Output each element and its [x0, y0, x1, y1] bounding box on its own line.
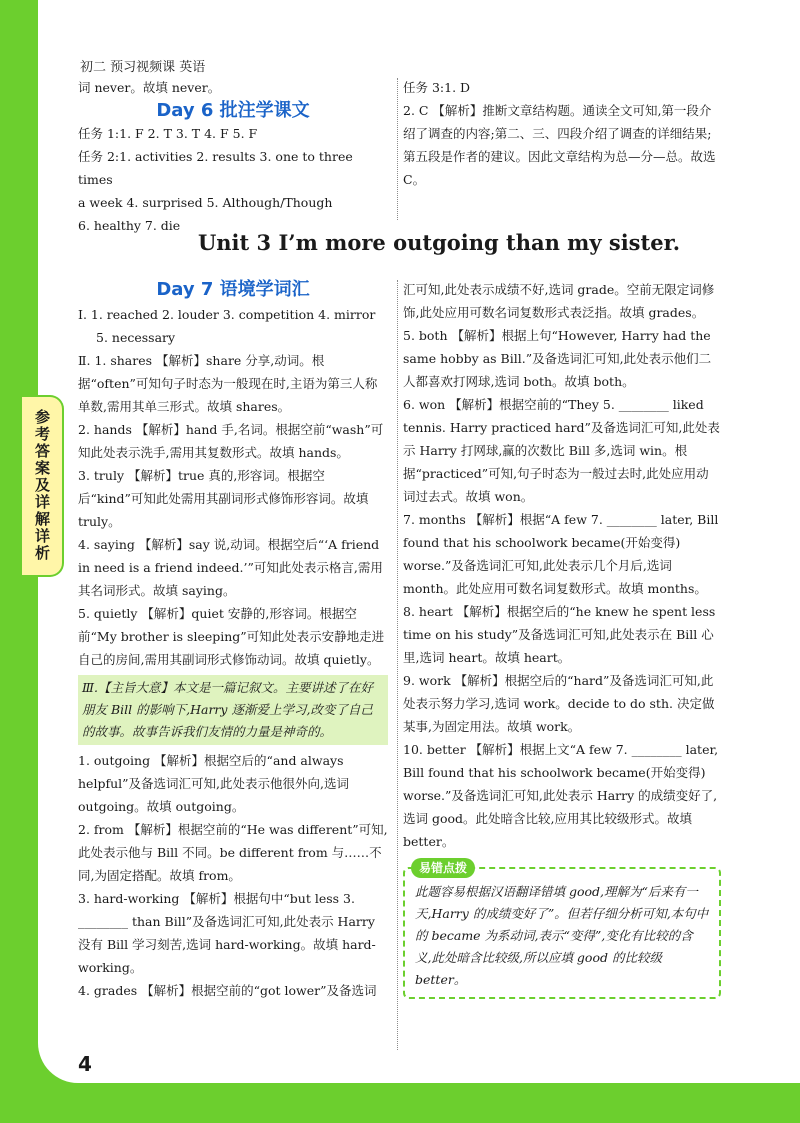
task3-line: 任务 3:1. D	[403, 80, 471, 95]
column-divider	[397, 280, 398, 1050]
unit-title: Unit 3 I’m more outgoing than my sister.	[197, 230, 681, 255]
answer-item: 汇可知,此处表示成绩不好,选词 grade。空前无限定词修饰,此处应用可数名词复数形式表泛指。故填 grades。	[403, 282, 715, 320]
answer-item: 1. outgoing 【解析】根据空后的“and always helpful”及备选词汇可知,此处表示他很外向,选词 outgoing。故填 outgoing。	[78, 753, 349, 814]
text-line: 词 never。故填 never。	[78, 80, 221, 95]
right-column	[403, 278, 721, 999]
left-column	[78, 278, 388, 1002]
answer-item: 2. hands 【解析】hand 手,名词。根据空前“wash”可知此处表示洗手,需用其复数形式。故填 hands。	[78, 422, 384, 460]
answer-item: 4. saying 【解析】say 说,动词。根据空后“‘A friend in need is a friend indeed.’”可知此处表示格言,需用其名词形式。故填 saying。	[78, 537, 383, 598]
task2-line: 6. healthy 7. die	[78, 218, 181, 233]
side-tab	[22, 395, 64, 577]
page-number: 4	[78, 1052, 92, 1076]
task1-line: 任务 1:1. F 2. T 3. T 4. F 5. F	[78, 126, 258, 141]
column-divider	[397, 78, 398, 220]
answer-item: 6. won 【解析】根据空前的“They 5. ________ liked tennis. Harry practiced hard”及备选词汇可知,此处表示 Harry 打网球,赢的次数比 Bill 多,选词 win。根据“practiced”可知,句子时态为一般过去时,此处应用动词过去式。故填 won。	[403, 397, 720, 504]
answer-item: 5. both 【解析】根据上句“However, Harry had the same hobby as Bill.”及备选词汇可知,此处表示他们二人都喜欢打网球,选词 both。故填 both。	[403, 328, 712, 389]
answer-item: 3. hard-working 【解析】根据句中“but less 3. ________ than Bill”及备选词汇可知,此处表示 Harry 没有 Bill 学习刻苦,选词 hard-working。故填 hard-working。	[78, 891, 376, 975]
answer-item: 10. better 【解析】根据上文“A few 7. ________ later, Bill found that his schoolwork became(开始变得) worse.”及备选词汇可知,此处表示 Harry 的成绩变好了,选词 good。此处暗含比较,应用其比较级形式。故填 better。	[403, 742, 719, 849]
day6-title: Day 6 批注学课文	[156, 100, 310, 121]
section1-line: 5. necessary	[96, 330, 176, 345]
task2-line: a week 4. surprised 5. Although/Though	[78, 195, 333, 210]
page-header: 初二 预习视频课 英语	[80, 60, 206, 75]
answer-item: 8. heart 【解析】根据空后的“he knew he spent less time on his study”及备选词汇可知,此处表示在 Bill 心里,选词 heart。故填 heart。	[403, 604, 716, 665]
right-top-column	[403, 76, 721, 191]
day7-title: Day 7 语境学词汇	[156, 279, 310, 300]
tip-text: 此题容易根据汉语翻译错填 good,理解为“后来有一天,Harry 的成绩变好了”。但若仔细分析可知,本句中的 became 为系动词,表示“变得”,变化有比较的含义,此处暗含比较级,所以应填 good 的比较级 better。	[415, 884, 709, 987]
tip-label: 易错点拨	[411, 858, 475, 878]
answer-item: 9. work 【解析】根据空后的“hard”及备选词汇可知,此处表示努力学习,选词 work。decide to do sth. 决定做某事,为固定用法。故填 work。	[403, 673, 715, 734]
tip-box	[403, 861, 721, 999]
answer-2: 2. C 【解析】推断文章结构题。通读全文可知,第一段介绍了调查的内容;第二、三、四段介绍了调查的详细结果;第五段是作者的建议。因此文章结构为总—分—总。故选 C。	[403, 103, 716, 187]
answer-item: 7. months 【解析】根据“A few 7. ________ later, Bill found that his schoolwork became(开始变得) worse.”及备选词汇可知,此处表示几个月后,选词 month。此处应用可数名词复数形式。故填 months。	[403, 512, 719, 596]
answer-item: 2. from 【解析】根据空前的“He was different”可知,此处表示他与 Bill 不同。be different from 与……不同,为固定搭配。故填 from。	[78, 822, 388, 883]
answer-item: 4. grades 【解析】根据空前的“got lower”及备选词	[78, 983, 377, 998]
left-top-column	[78, 76, 388, 237]
summary-box: Ⅲ.【主旨大意】本文是一篇记叙文。主要讲述了在好朋友 Bill 的影响下,Harry 逐渐爱上学习,改变了自己的故事。故事告诉我们友情的力量是神奇的。	[78, 675, 388, 745]
answer-item: 3. truly 【解析】true 真的,形容词。根据空后“kind”可知此处需用其副词形式修饰形容词。故填 truly。	[78, 468, 369, 529]
side-tab-label: 参考答案及详解详析	[33, 409, 51, 562]
answer-item: 5. quietly 【解析】quiet 安静的,形容词。根据空前“My brother is sleeping”可知此处表示安静地走进自己的房间,需用其副词形式修饰动词。故填 quietly。	[78, 606, 385, 667]
answer-item: Ⅱ. 1. shares 【解析】share 分享,动词。根据“often”可知句子时态为一般现在时,主语为第三人称单数,需用其单三形式。故填 shares。	[78, 353, 378, 414]
section1-line: Ⅰ. 1. reached 2. louder 3. competition 4. mirror	[78, 307, 376, 322]
task2-line: 任务 2:1. activities 2. results 3. one to three times	[78, 149, 353, 187]
